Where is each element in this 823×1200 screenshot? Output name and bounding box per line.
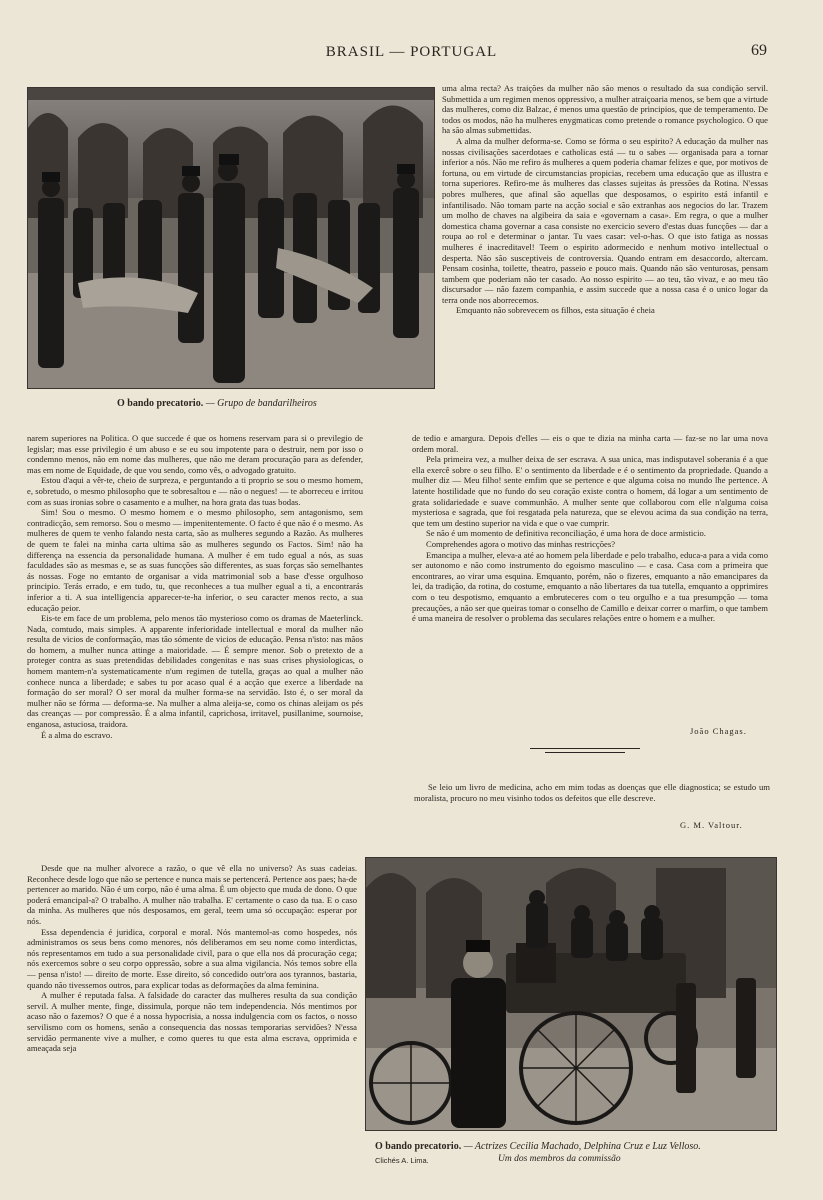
article-right-mid-column (412, 433, 768, 717)
paragraph: narem superiores na Politica. O que succede é que os homens reservam para si o previlegio de legislar; mas esse privilegio é um abuso e se eu sou impotente para o destruir, nem por isso o condemno menos, não em nome das mulheres, que não me deram procuração para as defender, mas em nome de Equidade, de que vou sendo, como vês, o advogado gratuito. (27, 433, 363, 475)
paragraph: de tedio e amargura. Depois d'elles — eis o que te dizia na minha carta — faz-se no lar uma nova ordem moral. (412, 433, 768, 454)
paragraph: Essa dependencia é juridica, corporal e moral. Nós mantemol-as como hospedes, nós administramos os seus bens como menores, nós deliberamos em seu nome como interdictas, nós representamos em tudo a sua personalidade civil, para o que ella nos dá procuração cega; nós exercemos sobre o seu corpo oppressão, sobre a sua alma vigilancia. Nós temos sobre ella — pensa n'isto! — direito de morte. Esse direito, só concedido outr'ora aos tyrannos, bastaria, quando não tivessemos outros, para explicar todas as deformações da alma feminina. (27, 926, 357, 990)
photo1-caption-subtitle: — Grupo de bandarilheiros (203, 398, 317, 409)
paragraph: Comprehendes agora o motivo das minhas restricções? (426, 538, 616, 549)
paragraph: Desde que na mulher alvorece a razão, o que vê ella no universo? As suas cadeias. Reconhece desde logo que não se pertence e nunca mais se pertencerá. Pertence aos paes; ha-de pertencer ao marido. Não é um corpo, não é uma alma. É um objecto que muda de dono. O que poderá emancipal-a? O trabalho. A mulher não trabalha. E' certamente o caso da tua. E o caso da minha. As mulheres que nós desposamos, em geral, teem uma só occupação: esperar por nós. (27, 863, 357, 926)
photo2-caption (375, 1141, 701, 1152)
paragraph: Emquanto não sobrevecem os filhos, esta situação é cheia (456, 305, 655, 316)
article-left-mid-column (27, 433, 363, 856)
quote-block (414, 782, 770, 816)
paragraph: Emancipa a mulher, eleva-a até ao homem pela liberdade e pelo trabalho, educa-a para a vida como ser autonomo e não como instrumento do egoismo masculino — e casa. Casa com a primeira que encontrares, ao virar uma esquina. Emquanto, porém, não o fizeres, emquanto a não emancipares da lei, da tradição, da rotina, do costume, emquanto a não libertares da tua tutella, emquanto a opprimires com o teu despotismo, emquanto a embruteceres com o teu orgulho e a tua presumpção — toma precauções, a não ser que queiras tomar o conselho de Camillo e deixar correr o marfim, o que tambem é uma maneira de resolver o problema das seculares relações entre o homem e a mulher. (412, 549, 768, 624)
page-number: 69 (751, 42, 767, 59)
paragraph: Pela primeira vez, a mulher deixa de ser escrava. A sua unica, mas indisputavel soberania é a que ella exercê sobre o seu filho. E' o sentimento da liberdade e é o sentimento da propriedade. Quando a mulher diz — Meu filho! sente emfim que se pertence e que alguma coisa no mundo lhe pertence. A latente hostilidade que no fundo do seu coração existe contra o homem, dá logar a um sentimento de grata solidariedade e suave communhão. A mulher sente que collaborou com elle n'alguma coisa mysteriosa e sagrada, que foi resgatada pela natureza, que se elevou acima da sua condição na terra, que tem um destino superior na vida e que o vae cumprir. (412, 454, 768, 528)
photo-credit: Clichés A. Lima. (375, 1156, 429, 1165)
paragraph: uma alma recta? As traições da mulher não são menos o resultado da sua condição servil. Submettida a um regimen menos oppressivo, a mulher atraiçoaria menos, se bem que a virtude das mulheres, como diz Balzac, é menos uma questão de principios, que de temperamento. De todos os modos, não ha mulheres enygmaticas como pretende o romance psychologico. O que ha são almas submettidas. (442, 83, 768, 136)
quote-author: G. M. Valtour. (680, 820, 743, 830)
photo-banderilleros (27, 87, 435, 389)
article-right-top-column (442, 83, 768, 425)
paragraph: A alma da mulher deforma-se. Como se fórma o seu espirito? A educação da mulher nas nossas civilisações sacerdotaes e catholicas está — tu o sabes — organisada para a tornar inferior a nós. Não me refiro ás mulheres a quem poderia chamar felizes e que, por motivos de fortuna, ou em virtude de circumstancias propicias, recebem uma educação que as illustra e torna superiores. Refiro-me ás mulheres das classes sujeitas ás pressões da Rotina. N'essas pobres mulheres, que afinal são aquellas que desposamos, o espirito está infantil e infantilisado. Não tomam parte na acção social e são extranhas aos negocios do lar. Trazem um molho de chaves na algibeira da saia e «governam a casa». Em regra, o que a mulher domestica chama governar a casa consiste no exercicio severo d'estas duas funcções — dar a roupa ao rol e determinar o jantar. Tu vaes casar: vel-o-has. O que isto fatiga as nossas mulheres é inacreditavel! Teem o espirito adormecido e nenhum motivo intellectual o desperta. Não são susceptiveis de controversia. Quando entram em desaccordo, altercam. Pensam cosinha, toilette, theatro, passeio e pouco mais. Quando não são venturosas, pensam tambem que poderiam não ter casado. Ao nosso espirito — ao teu, tão vivaz, e ao meu tão discursador — não fazem companhia, e assim succede que a nossa casa é o unico logar da terra onde nos aborrecemos. (442, 135, 768, 305)
photo2-caption-title: O bando precatorio. (375, 1141, 462, 1152)
paragraph: Se não é um momento de definitiva reconciliação, é uma hora de doce armisticio. (426, 528, 706, 539)
photo-carriage-actresses (365, 857, 777, 1131)
paragraph: É a alma do escravo. (41, 729, 113, 740)
photo2-caption-sub: Um dos membros da commissão (498, 1154, 621, 1164)
article-left-bottom-column (27, 863, 357, 1175)
paragraph: Estou d'aqui a vêr-te, cheio de surpreza, e perguntando a ti proprio se sou o mesmo homem, e, sobretudo, o mesmo philosopho que te sobresaltou e — não o negues! — te aborreceu e irritou com as suas ironias sobre o casamento e a mulher, na hora grata das tuas bodas. (27, 475, 363, 507)
page-header-title: BRASIL — PORTUGAL (325, 44, 498, 60)
divider (530, 748, 640, 749)
divider (545, 752, 625, 753)
paragraph: A mulher é reputada falsa. A falsidade do caracter das mulheres resulta da sua condição servil. A mulher mente, finge, dissimula, porque não tem independencia. Nós mentimos por acaso não o fazemos? O que é a nossa hypocrisia, a nossa indulgencia com os factos, o nosso servilismo com os homens, senão a consequencia das nossas temporarias servidões? N'essa servidão permanente vive a mulher, e como queres tu que esta alma escrava, opprimida e ameaçada seja (27, 990, 357, 1054)
paragraph: Sim! Sou o mesmo. O mesmo homem e o mesmo philosopho, sem antagonismo, sem contradicção, sem remorso. Sou o mesmo — impenitentemente. O facto é que não é o mesmo. As mulheres de quem te venho falando nesta carta, são as mulheres segundo a Razão. As mulheres de quem te falei na minha carta ultima são as mulheres segundo os Factos. Sim! não ha differença na essencia da personalidade humana. A mulher é em tudo egual a nós, as suas faculdades são as mesmas e, se as suas funcções são differentes, as suas forças são semelhantes ás nossas. Foge no emtanto de organisar a vida matrimonial sob a base d'esse orgulhoso principio. Terás errado, e em tudo, tu, que reconheces a tua mulher egual a ti, a encontrarás inferior a ti. A sua intelligencia apparecer-te-ha inferior, o seu caracter menos recto, a sua educação peior. (27, 507, 363, 613)
quote-text: Se leio um livro de medicina, acho em mim todas as doenças que elle diagnostica; se estudo um moralista, procuro no meu visinho todos os defeitos que elle descreve. (414, 782, 770, 803)
photo1-caption-title: O bando precatorio. (117, 398, 204, 409)
paragraph: Eis-te em face de um problema, pelo menos tão mysterioso como os dramas de Maeterlinck. Nada, comtudo, mais simples. A apparente inferioridade intellectual e moral da mulher não resulta de vicios de conformação, mas tão sómente de vicios de educação. Pensa n'isto: nas mãos do homem, a mulher nunca attinge a maioridade. — É sempre menor. Sob o pretexto de a proteger contra as suas pretendidas debilidades congenitas e nas suas crises physiologicas, o homem mantem-n'a systematicamente n'um regimen de tutella, graças ao qual a mulher não conhece nunca a liberdade; e sabes tu por acaso qual é a acção que exerce a liberdade na formação do ser moral? O ser moral da mulher forma-se na servidão. Isto é, o ser moral da mulher não se fórma — deforma-se. Na mulher a alma aleija-se, como os chinas aleijam os pés das creanças — por compressão. É a alma infantil, caprichosa, irritavel, pusillanime, sournoise, enganosa, astuciosa, traidora. (27, 613, 363, 730)
article-signature: João Chagas. (690, 726, 747, 736)
photo1-caption (117, 398, 317, 409)
photo2-caption-subtitle: — Actrizes Cecilia Machado, Delphina Cruz e Luz Velloso. (461, 1141, 701, 1152)
